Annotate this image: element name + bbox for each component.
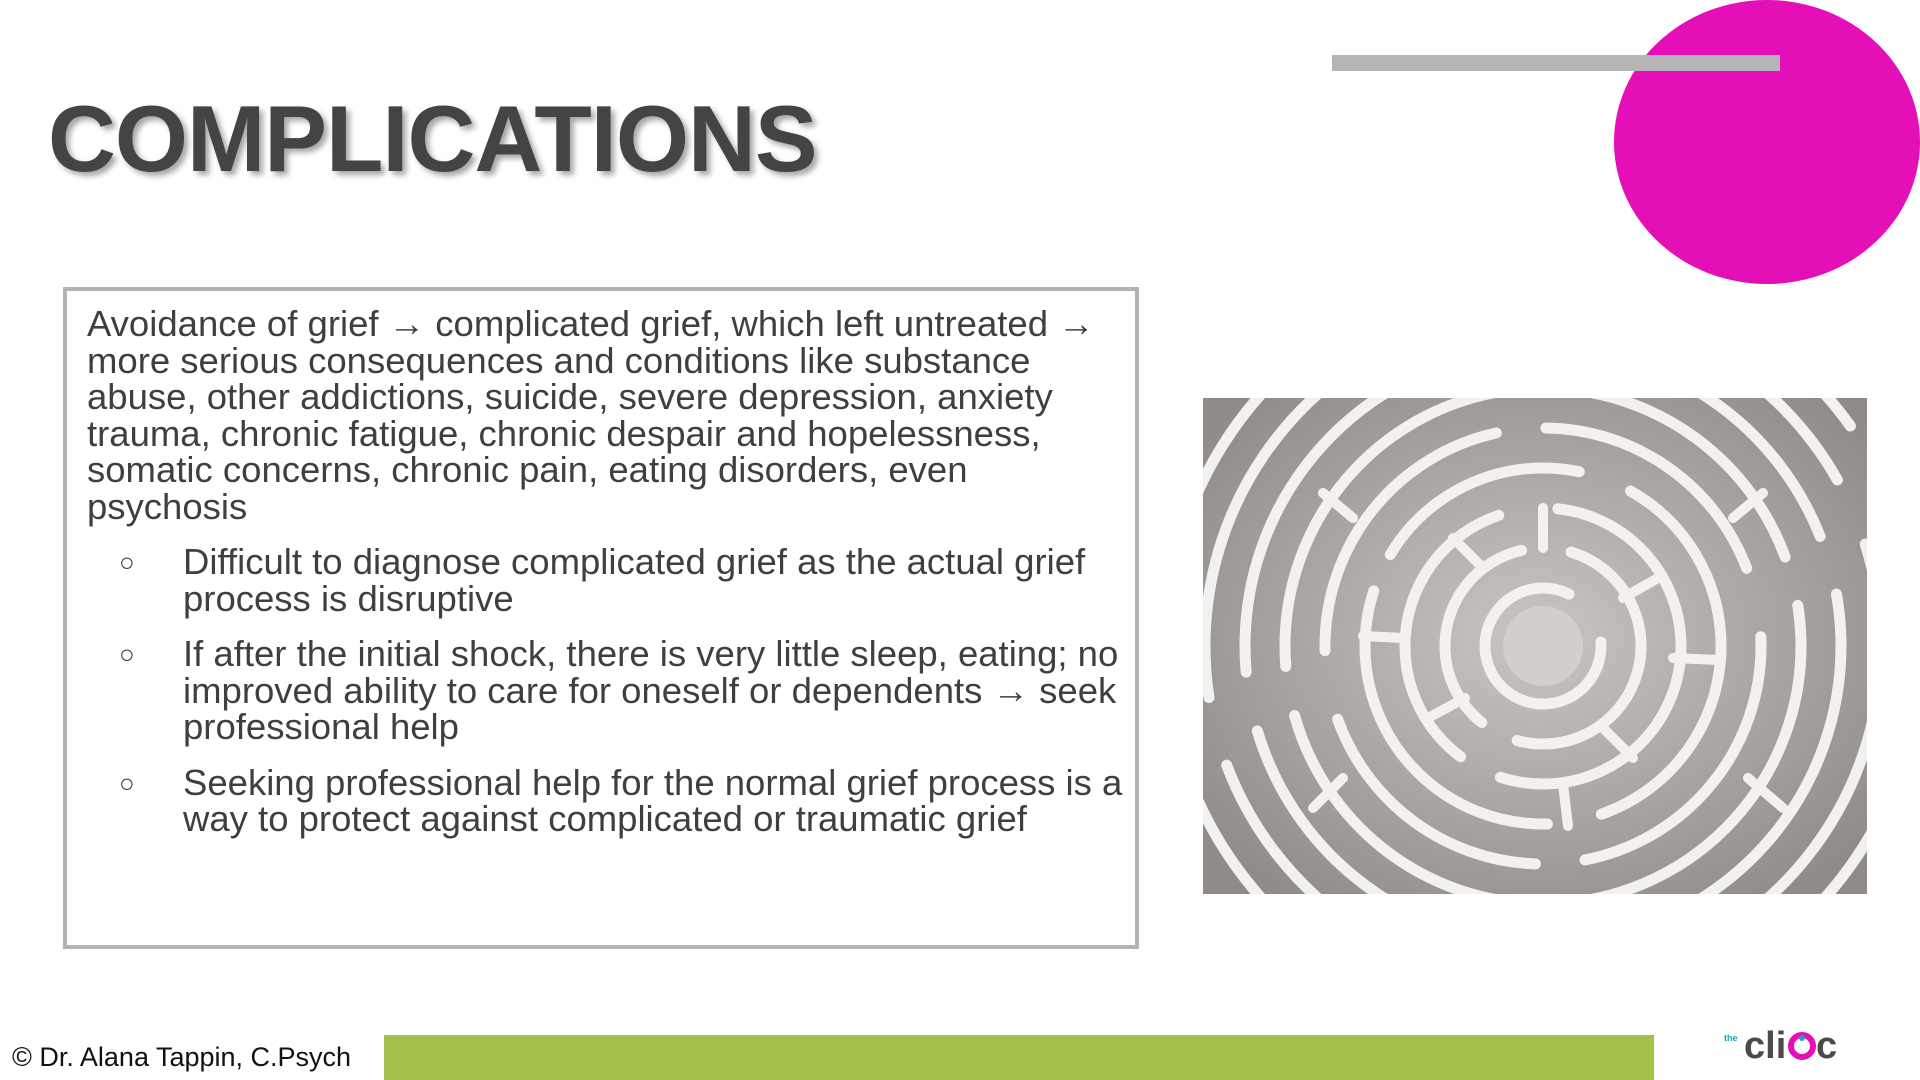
decorative-pink-circle	[1614, 0, 1920, 284]
hollow-circle-bullet-icon: ○	[119, 767, 135, 798]
copyright-text: © Dr. Alana Tappin, C.Psych	[12, 1042, 352, 1072]
list-item	[67, 761, 1123, 839]
main-paragraph: Avoidance of grief → complicated grief, which left untreated → more serious consequences and conditions like substance abuse, other addictions, suicide, severe depression, anxiety trauma, chronic fatigue, chronic despair and hopelessness, somatic concerns, chronic pain, eating disorders, even psychosis	[87, 303, 1095, 527]
clinic-logo	[1724, 1026, 1854, 1066]
list-item-text: Difficult to diagnose complicated grief as the actual grief process is disruptive	[183, 541, 1086, 619]
list-item	[67, 541, 1123, 619]
svg-text:cli: cli	[1744, 1026, 1787, 1066]
maze-image	[1203, 398, 1867, 894]
hollow-circle-bullet-icon: ○	[119, 547, 135, 577]
hollow-circle-bullet-icon: ○	[119, 639, 135, 669]
svg-text:c: c	[1816, 1026, 1838, 1066]
bullet-list	[67, 541, 1137, 857]
list-item-text: If after the initial shock, there is very little sleep, eating; no improved ability to care for oneself or dependents → seek professional help	[183, 633, 1119, 747]
list-item-text: Seeking professional help for the normal grief process is a way to protect against complicated or traumatic grief	[183, 761, 1123, 839]
slide-title: COMPLICATIONS	[48, 86, 817, 191]
footer-green-bar	[384, 1035, 1654, 1080]
list-item	[67, 633, 1123, 747]
maze-illustration	[1203, 398, 1867, 894]
clinic-logo-icon	[1744, 1026, 1854, 1066]
decorative-gray-bar	[1332, 55, 1780, 71]
content-box	[63, 287, 1139, 949]
logo-small-text: the	[1724, 1033, 1738, 1043]
